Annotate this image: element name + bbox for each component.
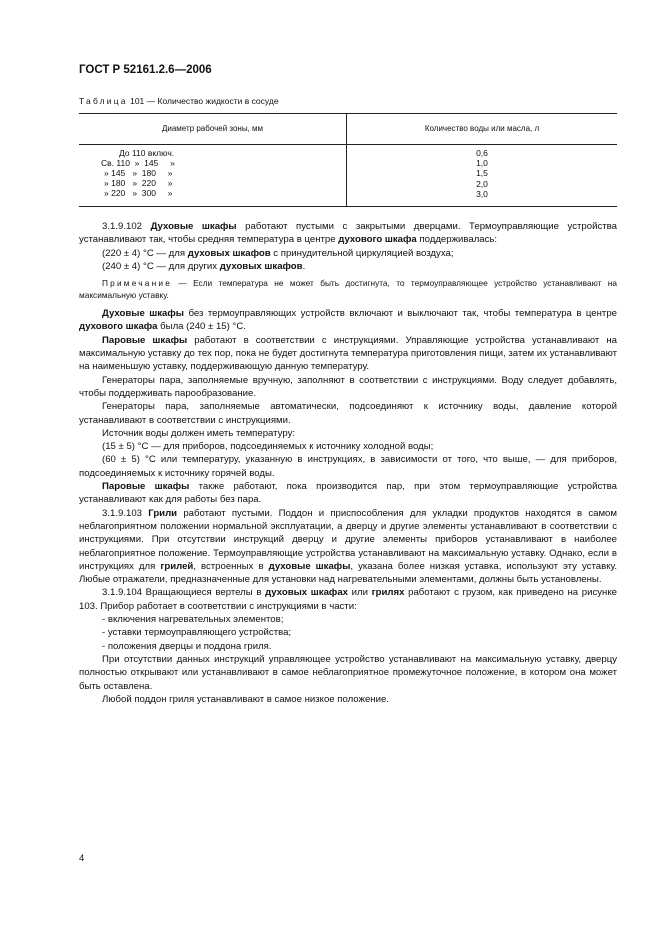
paragraph — [79, 480, 617, 507]
text-run: (60 ± 5) °С или температуру, указанную в инструкциях, в зависимости от того, что выше, — для приборов, подсоединяемых к источнику горячей воды. — [79, 454, 617, 479]
text-run: - включения нагревательных элементов; — [102, 614, 284, 626]
paragraph — [79, 427, 617, 440]
bold-term: духового шкафа — [338, 234, 417, 246]
text-run: была (240 ± 15) °С. — [157, 321, 246, 333]
bold-term: духовых шкафов — [187, 247, 271, 259]
paragraph — [79, 334, 617, 374]
text-run: , встроенных в — [193, 560, 269, 572]
text-run: также работают, пока производится пар, при этом термоуправляющие устройства устанавливают как для работы без пара. — [79, 481, 617, 506]
table-caption-word: Таблица — [79, 96, 128, 106]
bold-term: Духовые шкафы — [150, 221, 237, 232]
text-run: , указана более низкая уставка, используют эту уставку. Любые отражатели, предназначенные для установки над нагревательными элементами, должны быть установлены. — [79, 560, 618, 586]
document-body — [79, 220, 617, 706]
text-run: Любой поддон гриля устанавливают в самое низкое положение. — [102, 693, 389, 705]
text-run: . — [302, 260, 306, 272]
list-item — [79, 626, 617, 639]
table-cell-quantity: 3,0 — [476, 188, 488, 199]
paragraph — [79, 220, 617, 247]
paragraph — [79, 653, 617, 693]
paragraph — [79, 374, 617, 401]
table-cell-quantity: 2,0 — [476, 178, 488, 189]
text-run: работают пустыми. Поддон и приспособления для укладки продуктов находятся в самом неблагоприятном положении нормальной эксплуатации, а дверцу и другие элементы устанавливают в соответствии с инструкциями. При отсутствии инструкций дверцу и другие элементы приборов устанавливают в наиболее неблагоприятное положение. Термоуправляющие устройства устанавливают на максимальную уставку. Однако, если в инструкциях для — [79, 507, 617, 572]
text-run: - уставки термоуправляющего устройства; — [102, 627, 292, 639]
text-run: 3.1.9.104 Вращающиеся вертелы в — [102, 587, 266, 599]
paragraph — [79, 247, 617, 260]
paragraph — [79, 693, 617, 706]
bold-term: духовых шкафах — [265, 587, 349, 599]
bold-term: Паровые шкафы — [102, 334, 188, 346]
table-header-diameter: Диаметр рабочей зоны, мм — [161, 124, 264, 133]
bold-term: духового шкафа — [79, 321, 158, 333]
text-run: (220 ± 4) °С — для — [102, 247, 188, 259]
text-run: поддерживалась: — [416, 234, 498, 246]
paragraph — [79, 260, 617, 273]
paragraph — [79, 400, 617, 427]
paragraph — [79, 453, 617, 480]
table-cell-diameter: » 145 » 180 » — [104, 168, 173, 178]
note-text: — Если температура не может быть достигнута, то термоуправляющее устройство устанавливают на максимальную уставку. — [79, 278, 617, 301]
text-run: работают с грузом, как приведено на рисунке 103. Прибор работает в соответствии с инструкциями в части: — [79, 587, 617, 612]
table-cell-quantity: 0,6 — [476, 148, 488, 158]
paragraph — [79, 586, 617, 613]
table-cell-diameter: » 180 » 220 » — [104, 178, 173, 188]
table-header-divider — [79, 144, 617, 145]
bold-term: Паровые шкафы — [102, 481, 190, 493]
bold-term: Грили — [148, 507, 178, 519]
list-item — [79, 640, 617, 653]
table-caption-text: 101 — Количество жидкости в сосуде — [127, 96, 279, 106]
page-number: 4 — [79, 853, 85, 864]
text-run: (15 ± 5) °С — для приборов, подсоединяемых к источнику холодной воды; — [102, 441, 434, 453]
text-run: Генераторы пара, заполняемые вручную, заполняют в соответствии с инструкциями. Воду следует добавлять, чтобы поддерживать парообразование. — [79, 374, 617, 399]
bold-term: духовых шкафов — [219, 260, 303, 272]
table-cell-diameter: Св. 110 » 145 » — [101, 158, 175, 168]
text-run: 3.1.9.102 — [102, 221, 151, 232]
text-run: Генераторы пара, заполняемые автоматически, подсоединяют к источнику воды, давление которой устанавливают в соответствии с инструкциями. — [79, 401, 617, 426]
bold-term: Духовые шкафы — [102, 308, 184, 320]
document-header: ГОСТ Р 52161.2.6—2006 — [79, 64, 212, 76]
paragraph — [79, 440, 617, 453]
table-cell-quantity: 1,0 — [476, 158, 488, 169]
table-cell-diameter: » 220 » 300 » — [104, 188, 173, 198]
bold-term: грилей — [160, 560, 194, 572]
paragraph — [79, 307, 617, 334]
text-run: или — [348, 587, 372, 599]
text-run: Источник воды должен иметь температуру: — [102, 427, 296, 439]
bold-term: грилях — [371, 587, 405, 599]
table-caption — [79, 96, 279, 106]
text-run: При отсутствии данных инструкций управляющее устройство устанавливают на максимальную уставку, дверцу полностью открывают или устанавливают в самое неблагоприятное промежуточное положение, в котором она может быть оставлена. — [79, 653, 617, 692]
table-column-quantity — [347, 148, 617, 199]
paragraph — [79, 507, 617, 587]
text-run: с принудительной циркуляцией воздуха; — [270, 247, 454, 259]
table-cell-quantity: 1,5 — [476, 168, 488, 179]
text-run: без термоуправляющих устройств включают и выключают так, чтобы температура в центре — [183, 308, 617, 320]
note-label: Примечание — [102, 278, 173, 289]
note-paragraph — [79, 277, 617, 301]
table-cell-diameter: До 110 включ. — [119, 148, 175, 158]
text-run: работают пустыми с закрытыми дверцами. Термоуправляющие устройства устанавливают так, чтобы средняя температура в центре — [79, 221, 617, 246]
list-item — [79, 613, 617, 626]
liquid-quantity-table — [79, 113, 617, 207]
text-run: - положения дверцы и поддона гриля. — [102, 640, 272, 652]
text-run: (240 ± 4) °С — для других — [102, 260, 220, 272]
bold-term: духовые шкафы — [268, 560, 351, 572]
table-header-quantity: Количество воды или масла, л — [424, 124, 540, 133]
text-run: 3.1.9.103 — [102, 507, 149, 519]
text-run: работают в соответствии с инструкциями. Управляющие устройства устанавливают на максимальную уставку до тех пор, пока не будет достигнута температура приготовления пищи, затем их устанавливают на наименьшую уставку, поддерживающую данную температуру. — [79, 334, 618, 373]
